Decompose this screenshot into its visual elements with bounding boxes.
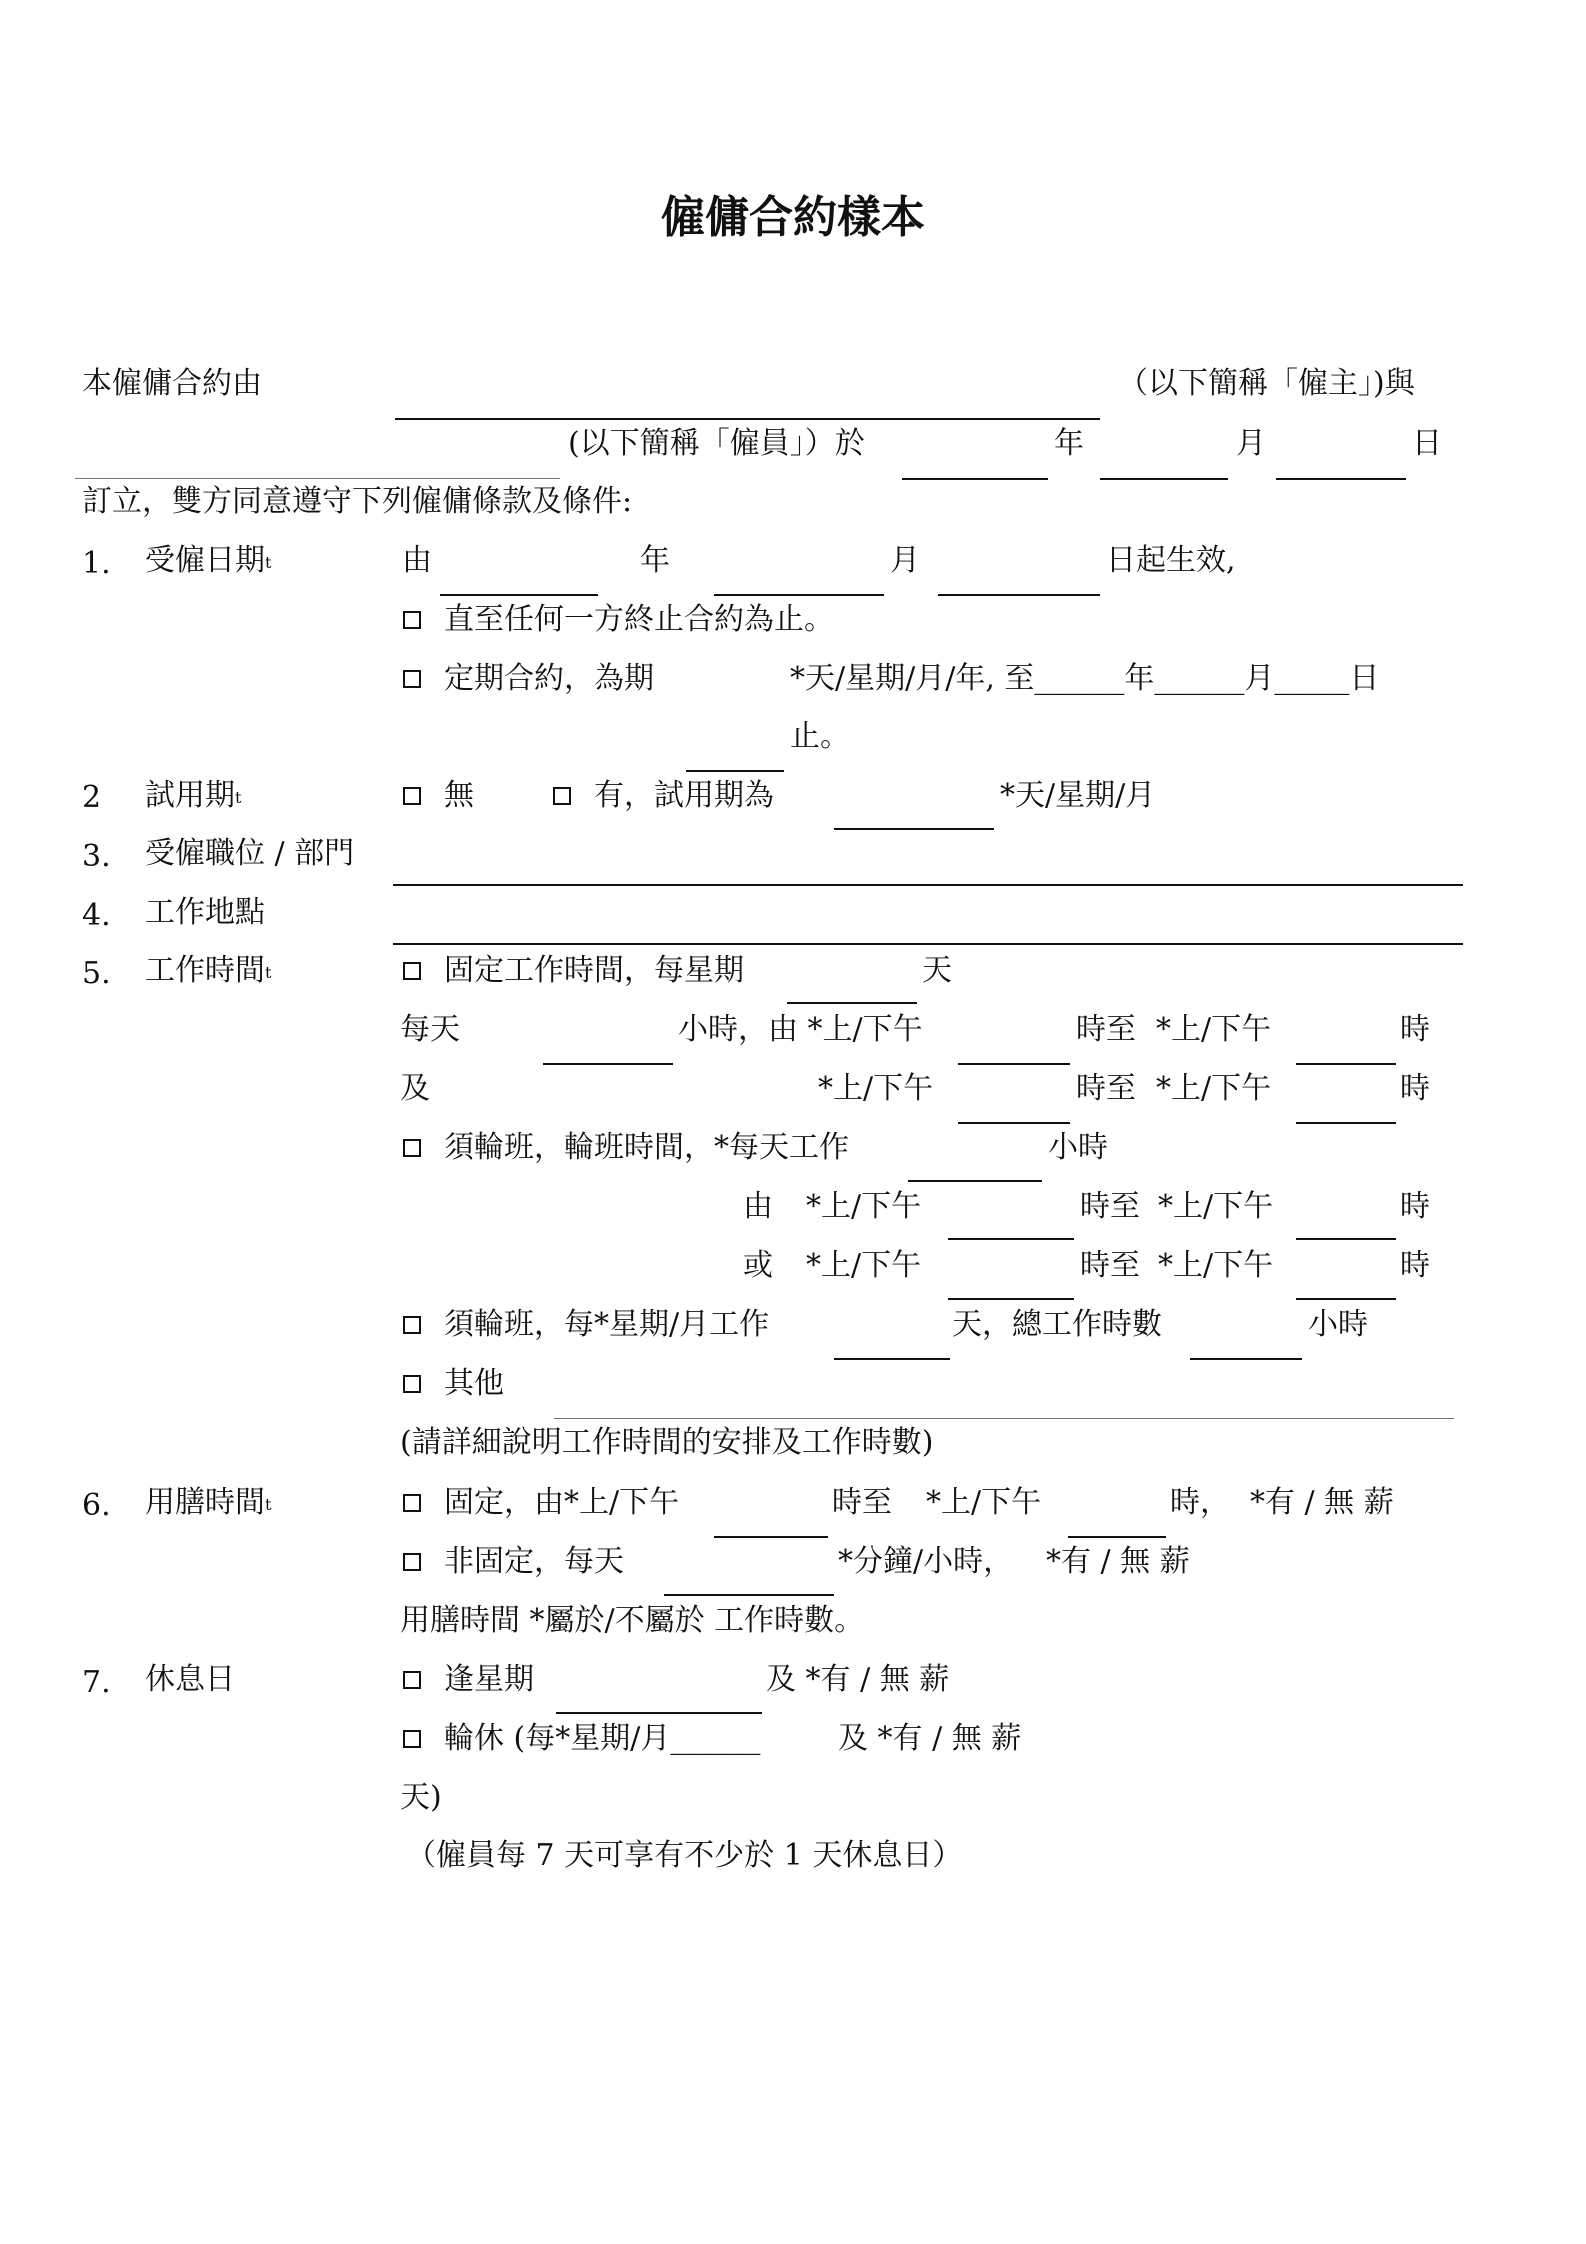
s5-ampm-5: *上/下午 [1158,1189,1274,1224]
sign-day-field[interactable] [1276,478,1406,480]
s7-opt1-b: 及 *有 / 無 薪 [766,1662,950,1697]
s1-until-terminated-checkbox[interactable] [403,611,421,629]
s1-year-field[interactable] [440,594,598,596]
employer-name-field[interactable] [395,418,1100,420]
employee-name-field[interactable] [75,478,560,479]
s1-from: 由 [402,543,432,578]
s5-ampm-6: *上/下午 [806,1248,922,1283]
s1-month: 月 [890,543,920,578]
document-title: 僱傭合約樣本 [661,192,925,243]
s5-to-3: 時至 [1080,1189,1140,1224]
s6-belong: 用膳時間 *屬於/不屬於 工作時數。 [400,1603,865,1638]
s5-end-1-field[interactable] [1296,1063,1396,1065]
s5-fixed-a: 固定工作時間，每星期 [444,953,744,988]
s2-yes: 有，試用期為 [594,778,774,813]
s5-shift2-c: 小時 [1308,1307,1368,1342]
s5-hour-3: 時 [1400,1189,1430,1224]
s7-opt1-a: 逢星期 [444,1662,534,1697]
s2-none: 無 [444,778,474,813]
s6-fixed-pay: *有 / 無 薪 [1250,1485,1394,1520]
s2-probation-field[interactable] [834,828,994,830]
s6-nonfixed-checkbox[interactable] [403,1553,421,1571]
intro-year: 年 [1054,426,1084,461]
s3-number: 3. [82,839,111,874]
s5-other-checkbox[interactable] [403,1375,421,1393]
s5-shift2-a: 須輪班，每*星期/月工作 [444,1307,770,1342]
s2-label: 試用期t [145,778,242,813]
s5-other-field[interactable] [554,1418,1454,1419]
s5-shift-end-1-field[interactable] [1296,1238,1396,1240]
s6-number: 6. [82,1488,111,1523]
s5-ampm-2: *上/下午 [818,1071,934,1106]
s5-ampm-3: *上/下午 [1156,1071,1272,1106]
s7-weekday-checkbox[interactable] [403,1671,421,1689]
s5-hour-1: 時 [1400,1012,1430,1047]
s1-year: 年 [640,543,670,578]
s5-shift-checkbox[interactable] [403,1139,421,1157]
s6-fixed-d: 時， [1170,1485,1230,1520]
s7-note: （僱員每 7 天可享有不少於 1 天休息日） [406,1838,963,1873]
s7-label: 休息日 [145,1662,235,1697]
s5-hour-2: 時 [1400,1071,1430,1106]
sign-month-field[interactable] [1100,478,1228,480]
s5-and: 及 [400,1071,430,1106]
s1-opt1: 直至任何一方終止合約為止。 [444,602,834,637]
s5-from: 由 [743,1189,773,1224]
s4-number: 4. [82,898,111,933]
s5-note: (請詳細說明工作時間的安排及工作時數) [400,1425,934,1460]
s1-opt2-a: 定期合約，為期 [444,661,654,696]
s5-daily: 每天 [400,1012,460,1047]
intro-month: 月 [1236,426,1266,461]
s6-label: 用膳時間t [145,1485,272,1520]
s5-shift-start-1-field[interactable] [948,1238,1074,1240]
s6-nonfixed-pay: *有 / 無 薪 [1046,1544,1190,1579]
s5-fixed-checkbox[interactable] [403,962,421,980]
s5-hours-from: 小時，由 *上/下午 [678,1012,923,1047]
s4-location-field[interactable] [393,943,1463,945]
s7-opt2-b: 及 *有 / 無 薪 [838,1721,1022,1756]
s7-number: 7. [82,1665,111,1700]
s5-fixed-b: 天 [922,953,952,988]
s5-label: 工作時間t [145,953,272,988]
s5-hour-4: 時 [1400,1248,1430,1283]
intro-line3: 訂立，雙方同意遵守下列僱傭條款及條件: [82,484,633,519]
s6-start-field[interactable] [714,1536,828,1538]
intro-day: 日 [1412,426,1442,461]
s5-or: 或 [743,1248,773,1283]
s5-ampm-7: *上/下午 [1158,1248,1274,1283]
s5-shift-start-2-field[interactable] [948,1298,1074,1300]
s5-shift-end-2-field[interactable] [1296,1298,1396,1300]
s2-unit: *天/星期/月 [1000,778,1156,813]
s6-fixed-b: 時至 [832,1485,892,1520]
s5-shift-days-field[interactable] [834,1358,950,1360]
s6-fixed-a: 固定，由*上/下午 [444,1485,680,1520]
s1-month-field[interactable] [714,594,884,596]
s5-to-4: 時至 [1080,1248,1140,1283]
s5-days-per-week-field[interactable] [787,1002,917,1004]
intro-line1-end: （以下簡稱「僱主」)與 [1118,366,1415,401]
s1-number: 1. [82,546,111,581]
intro-line1-start: 本僱傭合約由 [82,366,262,401]
s3-label: 受僱職位 / 部門 [145,836,355,871]
intro-line2-mid: (以下簡稱「僱員」）於 [568,426,865,461]
s5-shift-hours-field[interactable] [908,1180,1042,1182]
s5-other: 其他 [444,1366,504,1401]
s1-opt2-c: 止。 [790,719,850,754]
s5-shift2-b: 天，總工作時數 [952,1307,1162,1342]
s5-ampm-1: *上/下午 [1156,1012,1272,1047]
s6-nonfixed-b: *分鐘/小時， [838,1544,1014,1579]
s1-term-field[interactable] [686,770,784,772]
s1-label: 受僱日期t [145,543,272,578]
s6-fixed-checkbox[interactable] [403,1494,421,1512]
s1-effective: 日起生效, [1106,543,1236,578]
s2-yes-checkbox[interactable] [553,787,571,805]
s6-nonfixed-a: 非固定，每天 [444,1544,624,1579]
s5-daily-hours-field[interactable] [543,1063,673,1065]
s7-weekday-field[interactable] [556,1712,762,1714]
s6-fixed-c: *上/下午 [926,1485,1042,1520]
s6-duration-field[interactable] [664,1594,834,1596]
sign-year-field[interactable] [902,478,1048,480]
s2-number: 2 [82,780,102,815]
s6-end-field[interactable] [1068,1536,1166,1538]
s5-to-1: 時至 [1076,1012,1136,1047]
s5-number: 5. [82,956,111,991]
s5-total-hours-field[interactable] [1190,1358,1302,1360]
s5-end-2-field[interactable] [1296,1122,1396,1124]
s1-day-field[interactable] [938,594,1100,596]
s5-shift1-b: 小時 [1048,1130,1108,1165]
s5-shift1-a: 須輪班，輪班時間，*每天工作 [444,1130,849,1165]
s4-label: 工作地點 [145,895,265,930]
s1-opt2-b: *天/星期/月/年, 至______年______月_____日 [790,661,1380,696]
s7-opt2-c: 天) [400,1780,442,1815]
s5-shift-period-checkbox[interactable] [403,1316,421,1334]
s5-to-2: 時至 [1076,1071,1136,1106]
s7-rotation-checkbox[interactable] [403,1730,421,1748]
s5-start-1-field[interactable] [958,1063,1070,1065]
s5-ampm-4: *上/下午 [806,1189,922,1224]
s2-none-checkbox[interactable] [403,787,421,805]
s5-start-2-field[interactable] [958,1122,1070,1124]
s1-fixed-term-checkbox[interactable] [403,670,421,688]
s3-position-field[interactable] [393,884,1463,886]
s7-opt2-a: 輪休 (每*星期/月______ [444,1721,761,1756]
